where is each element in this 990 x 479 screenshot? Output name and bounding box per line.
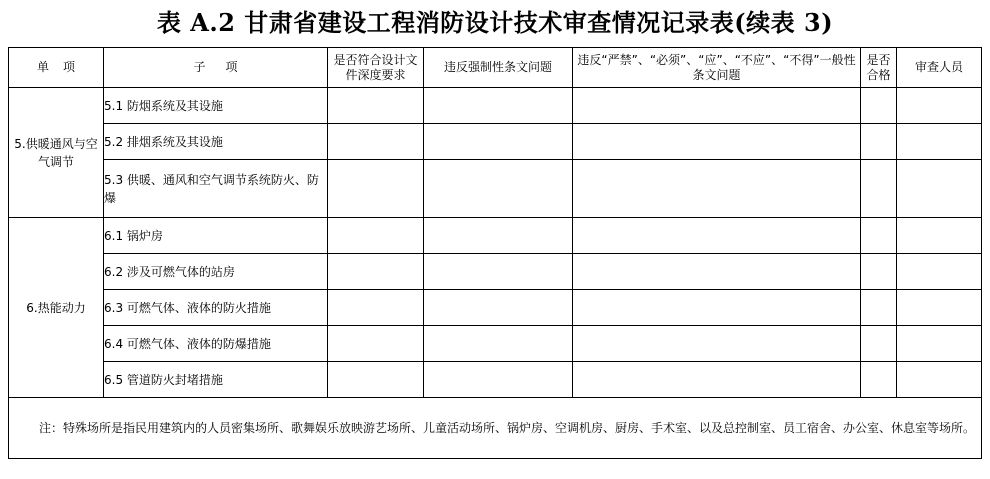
depth-requirement-cell [328,218,424,254]
reviewer-cell [897,362,982,398]
depth-requirement-cell [328,362,424,398]
general-violations-cell [573,254,861,290]
table-row [9,362,982,398]
depth-requirement-cell [328,326,424,362]
reviewer-cell [897,124,982,160]
reviewer-cell [897,290,982,326]
sub-item-cell: 5.2 排烟系统及其设施 [104,124,328,160]
general-violations-cell [573,326,861,362]
general-violations-cell [573,88,861,124]
header-row [9,48,982,88]
table-row [9,326,982,362]
general-violations-cell [573,362,861,398]
qualified-cell [861,254,897,290]
qualified-cell [861,362,897,398]
depth-requirement-cell [328,124,424,160]
review-record-table [8,47,982,459]
mandatory-violations-cell [424,160,573,218]
sub-item-cell: 5.1 防烟系统及其设施 [104,88,328,124]
mandatory-violations-cell [424,218,573,254]
sub-item-cell: 6.2 涉及可燃气体的站房 [104,254,328,290]
note-row [9,398,982,459]
reviewer-cell [897,326,982,362]
depth-requirement-cell [328,290,424,326]
general-violations-cell [573,124,861,160]
qualified-cell [861,290,897,326]
qualified-cell [861,326,897,362]
header-general-violations: 违反“严禁”、“必须”、“应”、“不应”、“不得”一般性条文问题 [573,48,861,88]
table-row [9,290,982,326]
qualified-cell [861,160,897,218]
sub-item-cell: 6.1 锅炉房 [104,218,328,254]
reviewer-cell [897,254,982,290]
header-reviewer: 审查人员 [897,48,982,88]
note-text: 注：特殊场所是指民用建筑内的人员密集场所、歌舞娱乐放映游艺场所、儿童活动场所、锅炉房、空调机房、厨房、手术室、以及总控制室、员工宿舍、办公室、休息室等场所。 [9,398,982,459]
table-row [9,124,982,160]
depth-requirement-cell [328,88,424,124]
table-row [9,254,982,290]
sub-item-cell: 6.4 可燃气体、液体的防爆措施 [104,326,328,362]
mandatory-violations-cell [424,362,573,398]
header-qualified: 是否合格 [861,48,897,88]
mandatory-violations-cell [424,88,573,124]
mandatory-violations-cell [424,326,573,362]
header-mandatory-violations: 违反强制性条文问题 [424,48,573,88]
table-row [9,160,982,218]
depth-requirement-cell [328,160,424,218]
depth-requirement-cell [328,254,424,290]
qualified-cell [861,88,897,124]
reviewer-cell [897,88,982,124]
mandatory-violations-cell [424,124,573,160]
item-cell: 6.热能动力 [9,218,104,398]
sub-item-cell: 5.3 供暖、通风和空气调节系统防火、防爆 [104,160,328,218]
reviewer-cell [897,218,982,254]
mandatory-violations-cell [424,290,573,326]
header-sub-item: 子项 [104,48,328,88]
header-item: 单项 [9,48,104,88]
table-row [9,88,982,124]
general-violations-cell [573,290,861,326]
general-violations-cell [573,160,861,218]
mandatory-violations-cell [424,254,573,290]
item-cell: 5.供暖通风与空气调节 [9,88,104,218]
qualified-cell [861,218,897,254]
reviewer-cell [897,160,982,218]
general-violations-cell [573,218,861,254]
header-depth-requirement: 是否符合设计文件深度要求 [328,48,424,88]
table-row [9,218,982,254]
sub-item-cell: 6.3 可燃气体、液体的防火措施 [104,290,328,326]
sub-item-cell: 6.5 管道防火封堵措施 [104,362,328,398]
qualified-cell [861,124,897,160]
page-title: 表 A.2 甘肃省建设工程消防设计技术审查情况记录表(续表 3) [156,8,834,37]
